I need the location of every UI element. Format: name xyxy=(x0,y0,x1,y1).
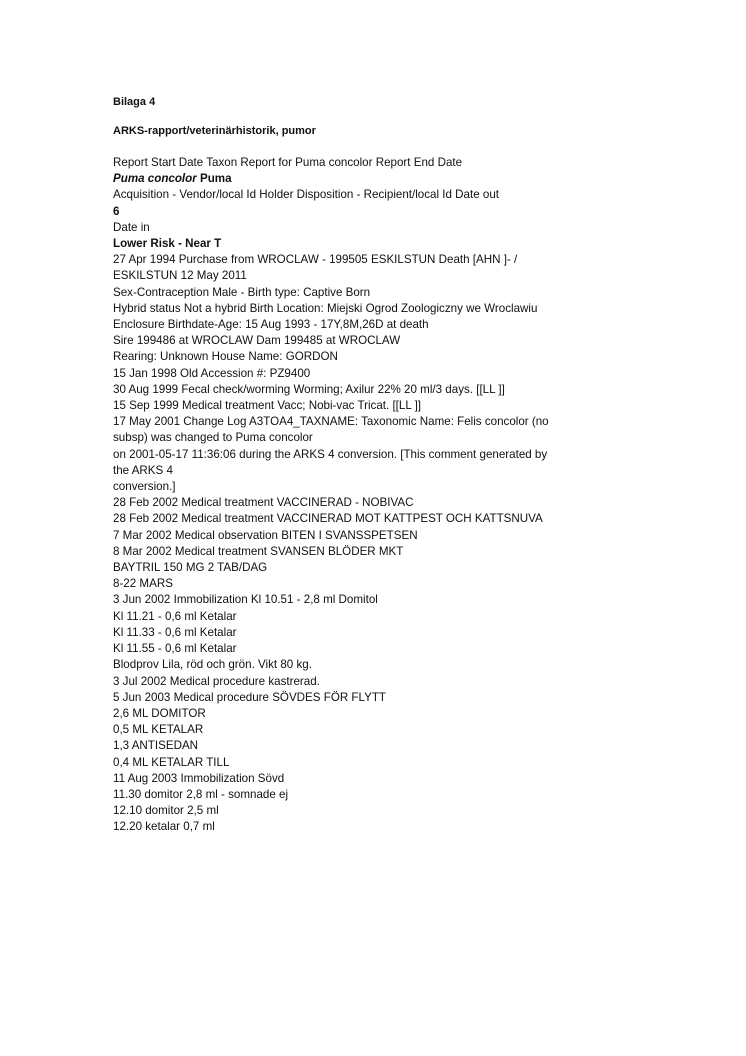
report-line: subsp) was changed to Puma concolor xyxy=(113,431,313,445)
report-line: ESKILSTUN 12 May 2011 xyxy=(113,269,247,283)
report-line: Hybrid status Not a hybrid Birth Location: Miejski Ogrod Zoologiczny we Wroclawiu xyxy=(113,301,538,315)
report-line: Kl 11.33 - 0,6 ml Ketalar xyxy=(113,625,237,639)
report-line: Sire 199486 at WROCLAW Dam 199485 at WROCLAW xyxy=(113,334,401,348)
species-line xyxy=(113,171,713,187)
report-line: Kl 11.55 - 0,6 ml Ketalar xyxy=(113,642,237,656)
report-line: the ARKS 4 xyxy=(113,463,173,477)
report-line: 8-22 MARS xyxy=(113,577,173,591)
report-line: Rearing: Unknown House Name: GORDON xyxy=(113,350,338,364)
report-line: 5 Jun 2003 Medical procedure SÖVDES FÖR FLYTT xyxy=(113,690,386,704)
report-line: 1,3 ANTISEDAN xyxy=(113,739,199,753)
report-line: Blodprov Lila, röd och grön. Vikt 80 kg. xyxy=(113,658,312,672)
report-line: 6 xyxy=(113,204,120,218)
report-line: 27 Apr 1994 Purchase from WROCLAW - 199505 ESKILSTUN Death [AHN ]- / xyxy=(113,253,518,267)
report-line: 8 Mar 2002 Medical treatment SVANSEN BLÖDER MKT xyxy=(113,544,404,558)
report-line: Enclosure Birthdate-Age: 15 Aug 1993 - 17Y,8M,26D at death xyxy=(113,318,429,332)
report-line: conversion.] xyxy=(113,480,176,494)
report-line: 11 Aug 2003 Immobilization Sövd xyxy=(113,771,285,785)
report-line: Kl 11.21 - 0,6 ml Ketalar xyxy=(113,609,237,623)
report-line: Date in xyxy=(113,220,150,234)
report-line: BAYTRIL 150 MG 2 TAB/DAG xyxy=(113,561,268,575)
report-line: 7 Mar 2002 Medical observation BITEN I SVANSSPETSEN xyxy=(113,528,418,542)
report-line: 15 Jan 1998 Old Accession #: PZ9400 xyxy=(113,366,311,380)
report-line: 15 Sep 1999 Medical treatment Vacc; Nobi-vac Tricat. [[LL ]] xyxy=(113,399,422,413)
report-line: Acquisition - Vendor/local Id Holder Disposition - Recipient/local Id Date out xyxy=(113,188,500,202)
report-line: 2,6 ML DOMITOR xyxy=(113,706,206,720)
report-title: ARKS-rapport/veterinärhistorik, pumor xyxy=(113,125,316,137)
report-body xyxy=(113,155,713,836)
document-page xyxy=(113,94,713,836)
species-common-name: Puma xyxy=(196,172,232,186)
report-line: 12.10 domitor 2,5 ml xyxy=(113,804,219,818)
report-line: 28 Feb 2002 Medical treatment VACCINERAD MOT KATTPEST OCH KATTSNUVA xyxy=(113,512,543,526)
report-line: 28 Feb 2002 Medical treatment VACCINERAD - NOBIVAC xyxy=(113,496,414,510)
report-line: Lower Risk - Near T xyxy=(113,237,222,251)
report-line: 3 Jun 2002 Immobilization Kl 10.51 - 2,8 ml Domitol xyxy=(113,593,378,607)
report-line: 0,5 ML KETALAR xyxy=(113,723,204,737)
report-line: 0,4 ML KETALAR TILL xyxy=(113,755,230,769)
report-line: on 2001-05-17 11:36:06 during the ARKS 4 conversion. [This comment generated by xyxy=(113,447,548,461)
report-line: Sex-Contraception Male - Birth type: Captive Born xyxy=(113,285,371,299)
report-line: 3 Jul 2002 Medical procedure kastrerad. xyxy=(113,674,320,688)
report-line: 12.20 ketalar 0,7 ml xyxy=(113,820,215,834)
species-scientific-name: Puma concolor xyxy=(113,172,197,186)
report-line: 30 Aug 1999 Fecal check/worming Worming; Axilur 22% 20 ml/3 days. [[LL ]] xyxy=(113,382,505,396)
report-line: 17 May 2001 Change Log A3TOA4_TAXNAME: Taxonomic Name: Felis concolor (no xyxy=(113,415,549,429)
report-header-line: Report Start Date Taxon Report for Puma concolor Report End Date xyxy=(113,156,463,169)
attachment-title: Bilaga 4 xyxy=(113,96,156,108)
report-line: 11.30 domitor 2,8 ml - somnade ej xyxy=(113,787,289,801)
